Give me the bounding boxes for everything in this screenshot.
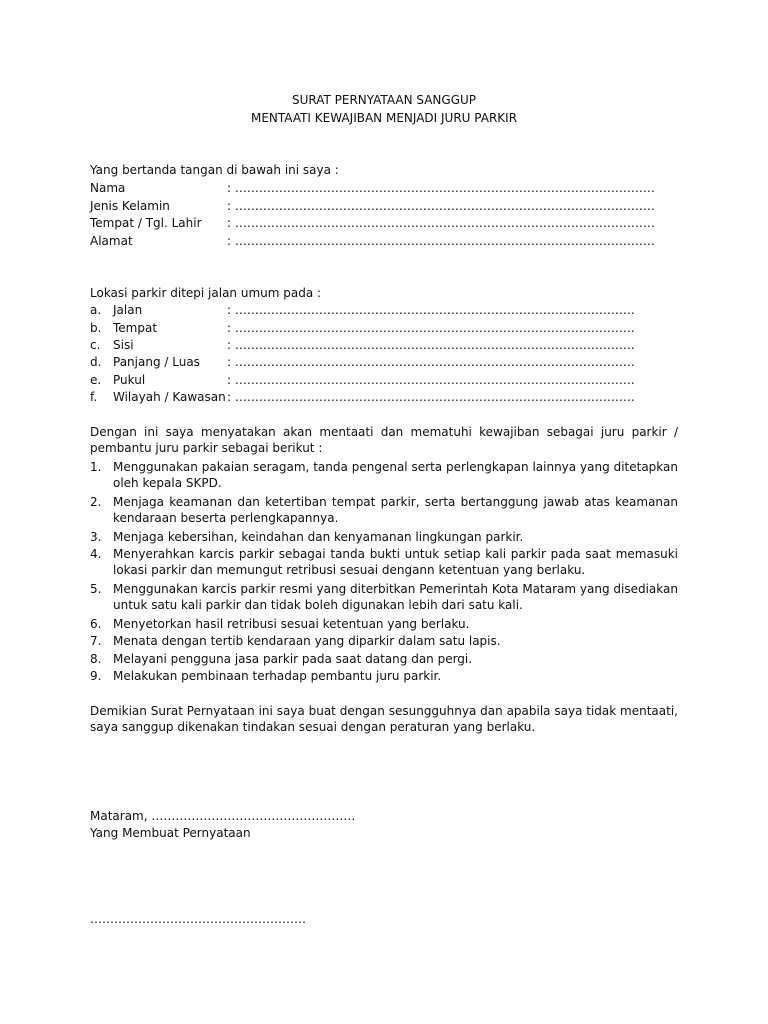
- location-letter-c: c.: [90, 338, 101, 352]
- obligation-number: 3.: [90, 530, 102, 544]
- identity-label-gender: Jenis Kelamin: [90, 199, 170, 213]
- location-label-road: Jalan: [113, 303, 143, 317]
- document-title: SURAT PERNYATAAN SANGGUP: [291, 93, 477, 107]
- identity-intro: Yang bertanda tangan di bawah ini saya :: [90, 163, 339, 177]
- obligation-number: 5.: [90, 582, 102, 596]
- obligation-text: Melayani pengguna jasa parkir pada saat datang dan pergi.: [113, 652, 473, 666]
- location-value-time: : ……………………………………………………………………………………….: [227, 373, 635, 387]
- location-value-size: : ……………………………………………………………………………………….: [227, 355, 635, 369]
- location-letter-b: b.: [90, 321, 102, 335]
- location-value-area: : ……………………………………………………………………………………….: [227, 390, 635, 404]
- location-label-area: Wilayah / Kawasan: [113, 390, 226, 404]
- obligation-number: 1.: [90, 460, 102, 474]
- obligation-text: Menggunakan pakaian seragam, tanda pengenal serta perlengkapan lainnya yang ditetapkan oleh kepala SKPD.: [113, 460, 678, 490]
- signature-role: Yang Membuat Pernyataan: [90, 826, 251, 840]
- signature-place-date: Mataram, ……………………………………………: [90, 809, 356, 823]
- identity-label-birth: Tempat / Tgl. Lahir: [90, 216, 202, 230]
- location-value-place: : ……………………………………………………………………………………….: [227, 321, 635, 335]
- identity-label-address: Alamat: [90, 234, 133, 248]
- obligation-text: Menjaga keamanan dan ketertiban tempat parkir, serta bertanggung jawab atas keamanan kendaraan beserta perlengkapannya.: [113, 495, 678, 525]
- obligation-text: Melakukan pembinaan terhadap pembantu juru parkir.: [113, 669, 442, 683]
- identity-value-gender: : ……………………………………………………………………………………………: [227, 199, 655, 213]
- location-value-side: : ……………………………………………………………………………………….: [227, 338, 635, 352]
- location-value-road: : ……………………………………………………………………………………….: [227, 303, 635, 317]
- location-label-side: Sisi: [113, 338, 134, 352]
- obligations-intro: Dengan ini saya menyatakan akan mentaati dan mematuhi kewajiban sebagai juru parkir / pembantu juru parkir sebagai berikut :: [90, 425, 678, 455]
- obligation-number: 9.: [90, 669, 102, 683]
- location-label-size: Panjang / Luas: [113, 355, 200, 369]
- obligation-number: 8.: [90, 652, 102, 666]
- obligation-number: 6.: [90, 617, 102, 631]
- obligation-text: Menyerahkan karcis parkir sebagai tanda bukti untuk setiap kali parkir pada saat memasuki lokasi parkir dan memungut retribusi sesuai dengann ketentuan yang berlaku.: [113, 547, 678, 577]
- obligation-text: Menggunakan karcis parkir resmi yang diterbitkan Pemerintah Kota Mataram yang disediakan untuk satu kali parkir dan tidak boleh digunakan lebih dari satu kali.: [113, 582, 678, 612]
- location-letter-e: e.: [90, 373, 102, 387]
- obligation-text: Menyetorkan hasil retribusi sesuai ketentuan yang berlaku.: [113, 617, 470, 631]
- location-letter-a: a.: [90, 303, 102, 317]
- obligation-number: 7.: [90, 634, 102, 648]
- location-letter-f: f.: [90, 390, 98, 404]
- location-letter-d: d.: [90, 355, 102, 369]
- signature-line: ………………………………………………: [90, 912, 306, 926]
- document-subtitle: MENTAATI KEWAJIBAN MENJADI JURU PARKIR: [250, 111, 518, 125]
- location-label-time: Pukul: [113, 373, 146, 387]
- obligation-number: 4.: [90, 547, 102, 561]
- identity-value-name: : ……………………………………………………………………………………………: [227, 181, 655, 195]
- identity-label-name: Nama: [90, 181, 126, 195]
- obligation-text: Menjaga kebersihan, keindahan dan kenyamanan lingkungan parkir.: [113, 530, 524, 544]
- location-label-place: Tempat: [113, 321, 158, 335]
- obligation-text: Menata dengan tertib kendaraan yang diparkir dalam satu lapis.: [113, 634, 501, 648]
- location-intro: Lokasi parkir ditepi jalan umum pada :: [90, 286, 322, 300]
- identity-value-birth: : ……………………………………………………………………………………………: [227, 216, 655, 230]
- obligation-number: 2.: [90, 495, 102, 509]
- closing-paragraph: Demikian Surat Pernyataan ini saya buat dengan sesungguhnya dan apabila saya tidak mentaati, saya sanggup dikenakan tindakan sesuai dengan peraturan yang berlaku.: [90, 704, 678, 734]
- identity-value-address: : ……………………………………………………………………………………………: [227, 234, 655, 248]
